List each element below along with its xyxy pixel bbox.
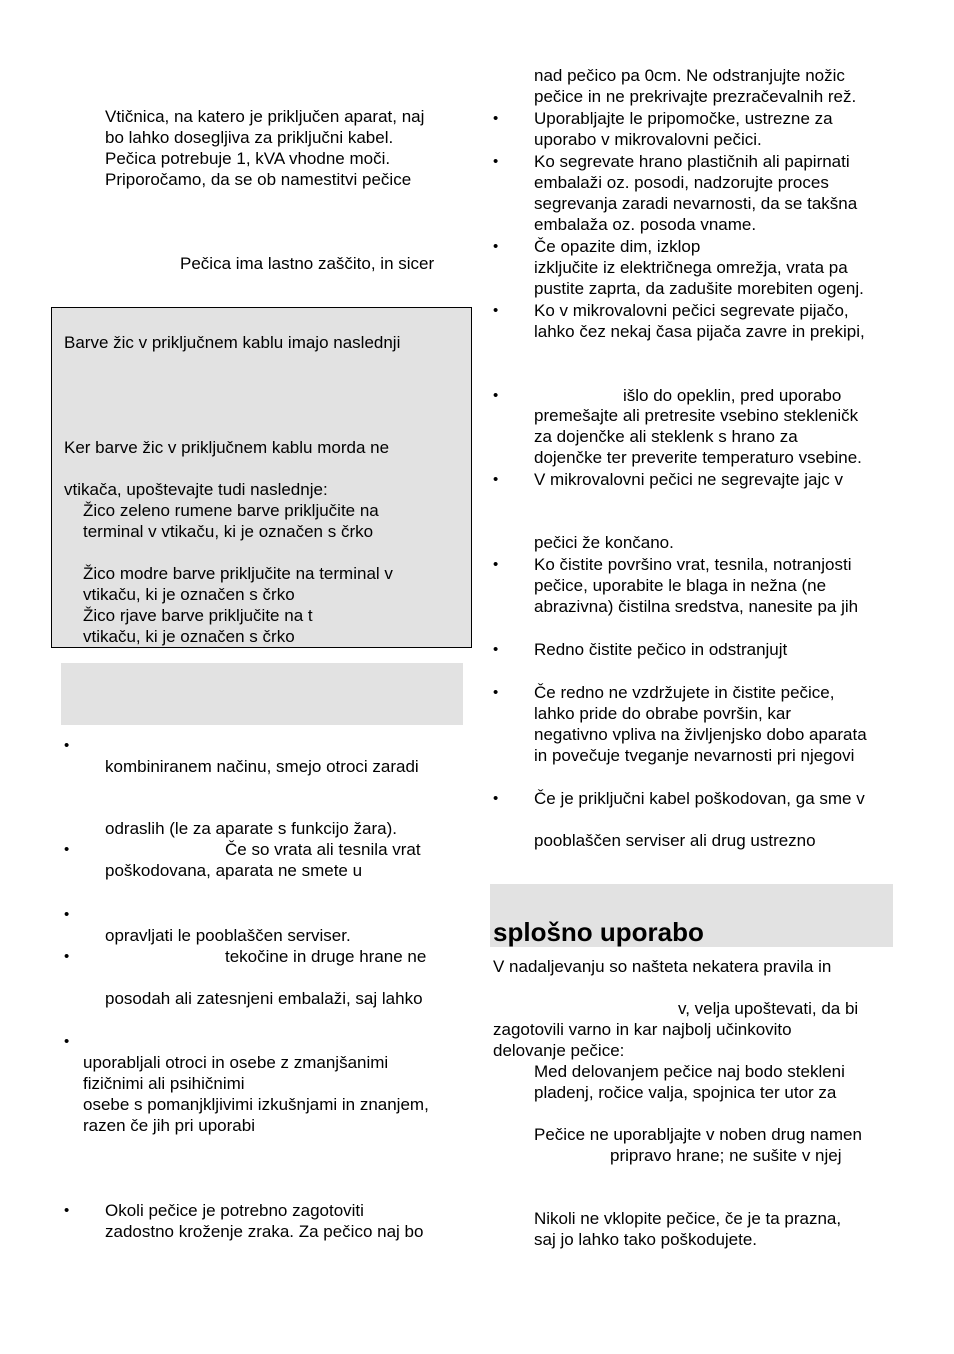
box-line: vtikaču, ki je označen s črko [83, 585, 295, 604]
text-line: fizičnimi ali psihičnimi [83, 1074, 245, 1093]
text-line: Če redno ne vzdržujete in čistite pečice, [534, 683, 835, 702]
text-line: bo lahko dosegljiva za priključni kabel. [105, 128, 394, 147]
bullet: • [493, 387, 499, 404]
text-line: in povečuje tveganje nevarnosti pri njegovi [534, 746, 855, 765]
text-line: zadostno kroženje zraka. Za pečico naj bo [105, 1222, 424, 1241]
text-line: pustite zaprta, da zadušite morebiten ogenj. [534, 279, 864, 298]
box-line: Ker barve žic v priključnem kablu morda ne [64, 438, 390, 457]
bullet: • [493, 471, 499, 488]
text-line: embalaža oz. posoda vname. [534, 215, 757, 234]
text-line: Ko v mikrovalovni pečici segrevate pijačo, [534, 301, 849, 320]
text-line: odraslih (le za aparate s funkcijo žara). [105, 819, 397, 838]
text-line: Okoli pečice je potrebno zagotoviti [105, 1201, 364, 1220]
text-line: tekočine in druge hrane ne [225, 947, 427, 966]
text-line: Pečice ne uporabljajte v noben drug namen [534, 1125, 862, 1144]
text-line: Uporabljajte le pripomočke, ustrezne za [534, 109, 833, 128]
text-line: Vtičnica, na katero je priključen aparat, naj [105, 107, 425, 126]
box-line: terminal v vtikaču, ki je označen s črko [83, 522, 374, 541]
text-line: Nikoli ne vklopite pečice, če je ta prazna, [534, 1209, 842, 1228]
text-line: Pečica potrebuje 1, kVA vhodne moči. [105, 149, 391, 168]
text-line: pripravo hrane; ne sušite v njej [610, 1146, 842, 1165]
bullet: • [493, 153, 499, 170]
text-line: Med delovanjem pečice naj bodo stekleni [534, 1062, 845, 1081]
bullet: • [493, 684, 499, 701]
box-line: Žico modre barve priključite na terminal v [83, 564, 393, 583]
text-line: negativno vpliva na življenjsko dobo aparata [534, 725, 867, 744]
bullet: • [64, 948, 70, 965]
bullet: • [64, 737, 70, 754]
bullet: • [493, 641, 499, 658]
text-line: saj jo lahko tako poškodujete. [534, 1230, 758, 1249]
bullet: • [493, 110, 499, 127]
text-line: premešajte ali pretresite vsebino stekleničk [534, 406, 859, 425]
text-line: lahko čez nekaj časa pijača zavre in prekipi, [534, 322, 865, 341]
text-line: pooblaščen serviser ali drug ustrezno [534, 831, 816, 850]
text-line: pečice, uporabite le blaga in nežna (ne [534, 576, 827, 595]
text-line: segrevanja zaradi nevarnosti, da se takšna [534, 194, 858, 213]
text-line: za dojenčke ali steklenk s hrano za [534, 427, 798, 446]
text-line: uporabljali otroci in osebe z zmanjšanimi [83, 1053, 389, 1072]
text-line: Če je priključni kabel poškodovan, ga sme v [534, 789, 865, 808]
text-line: uporabo v mikrovalovni pečici. [534, 130, 762, 149]
section-heading-bar [61, 663, 463, 725]
text-line: razen če jih pri uporabi [83, 1116, 255, 1135]
text-line: pladenj, ročice valja, spojnica ter utor za [534, 1083, 837, 1102]
text-line: delovanje pečice: [493, 1041, 625, 1060]
text-line: V nadaljevanju so našteta nekatera pravila in [493, 957, 832, 976]
text-line: kombiniranem načinu, smejo otroci zaradi [105, 757, 419, 776]
text-line: Priporočamo, da se ob namestitvi pečice [105, 170, 412, 189]
text-line: išlo do opeklin, pred uporabo [623, 386, 842, 405]
text-line: opravljati le pooblaščen serviser. [105, 926, 351, 945]
text-line: v, velja upoštevati, da bi [678, 999, 859, 1018]
box-line: Žico rjave barve priključite na t [83, 606, 313, 625]
text-line: osebe s pomanjkljivimi izkušnjami in znanjem, [83, 1095, 429, 1114]
text-line: Pečica ima lastno zaščito, in sicer [180, 254, 435, 273]
bullet: • [64, 1033, 70, 1050]
box-line: vtikaču, ki je označen s črko [83, 627, 295, 646]
bullet: • [493, 238, 499, 255]
bullet: • [64, 1202, 70, 1219]
text-line: embalaži oz. posodi, nadzorujte proces [534, 173, 829, 192]
bullet: • [493, 790, 499, 807]
text-line: abrazivna) čistilna sredstva, nanesite pa jih [534, 597, 859, 616]
box-line: Žico zeleno rumene barve priključite na [83, 501, 379, 520]
section-heading: splošno uporabo [493, 917, 704, 947]
text-line: Ko segrevate hrano plastičnih ali papirnati [534, 152, 850, 171]
text-line: dojenčke ter preverite temperaturo vsebine. [534, 448, 862, 467]
text-line: Če opazite dim, izklop [534, 237, 701, 256]
text-line: zagotovili varno in kar najbolj učinkovito [493, 1020, 792, 1039]
text-line: nad pečico pa 0cm. Ne odstranjujte nožic [534, 66, 845, 85]
bullet: • [64, 841, 70, 858]
text-line: pečici že končano. [534, 533, 674, 552]
text-line: lahko pride do obrabe površin, kar [534, 704, 792, 723]
text-line: Ko čistite površino vrat, tesnila, notranjosti [534, 555, 852, 574]
text-line: posodah ali zatesnjeni embalaži, saj lahko [105, 989, 423, 1008]
bullet: • [493, 302, 499, 319]
bullet: • [64, 906, 70, 923]
box-line: vtikača, upoštevajte tudi naslednje: [64, 480, 328, 499]
text-line: V mikrovalovni pečici ne segrevajte jajc v [534, 470, 843, 489]
text-line: pečice in ne prekrivajte prezračevalnih rež. [534, 87, 857, 106]
text-line: izključite iz električnega omrežja, vrata pa [534, 258, 848, 277]
text-line: poškodovana, aparata ne smete u [105, 861, 363, 880]
box-line: Barve žic v priključnem kablu imajo naslednji [64, 333, 401, 352]
text-line: Če so vrata ali tesnila vrat [225, 840, 421, 859]
bullet: • [493, 556, 499, 573]
text-line: Redno čistite pečico in odstranjujt [534, 640, 788, 659]
